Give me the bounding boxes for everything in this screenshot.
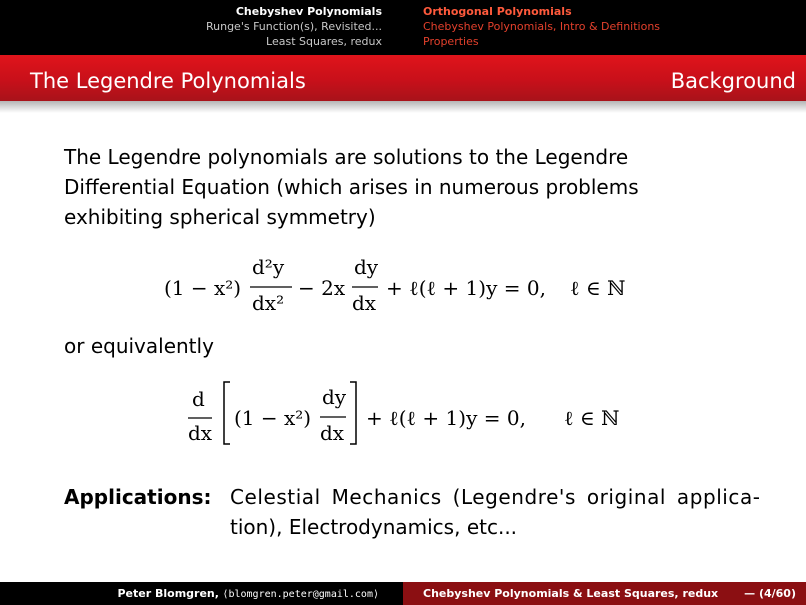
- nav-sections-left: [0, 0, 392, 55]
- intro-line: exhibiting spherical symmetry): [64, 205, 376, 229]
- eq1-numerator-d2y: d²y: [252, 255, 285, 279]
- frame-title: The Legendre Polynomials: [30, 69, 306, 93]
- nav-item-chebyshev-intro[interactable]: Chebyshev Polynomials, Intro & Definitions: [423, 20, 661, 33]
- right-bracket: [350, 382, 356, 444]
- eq1-denominator-dx: dx: [352, 291, 377, 315]
- applications-line: Celestial Mechanics (Legendre's original applica-: [230, 485, 761, 509]
- eq2-numerator-d: d: [192, 387, 205, 411]
- top-navigation-bar: [0, 0, 806, 55]
- page-indicator: — (4/60): [744, 587, 796, 600]
- eq1-coefficient: (1 − x²): [164, 276, 242, 300]
- eq1-tail: + ℓ(ℓ + 1)y = 0,: [386, 276, 546, 300]
- title-bar-shadow: [0, 101, 806, 113]
- eq2-numerator-dy: dy: [322, 385, 347, 409]
- legendre-equation: [164, 248, 664, 320]
- eq1-domain: ℓ ∈ ℕ: [570, 276, 626, 300]
- nav-item-chebyshev-polynomials[interactable]: Chebyshev Polynomials: [235, 5, 382, 18]
- presentation-title[interactable]: Chebyshev Polynomials & Least Squares, redux: [423, 587, 719, 600]
- applications-label: Applications:: [64, 485, 212, 509]
- intro-paragraph: [64, 142, 704, 232]
- eq2-tail: + ℓ(ℓ + 1)y = 0,: [366, 406, 526, 430]
- footer-title-panel: [403, 582, 806, 605]
- applications-line: tion), Electrodynamics, etc...: [230, 515, 518, 539]
- intro-line: Differential Equation (which arises in numerous problems: [64, 175, 639, 199]
- footer-author: [118, 586, 380, 602]
- nav-item-runges-function[interactable]: Runge's Function(s), Revisited...: [205, 20, 382, 33]
- eq1-denominator-dx2: dx²: [252, 291, 285, 315]
- footer-author-panel: [0, 582, 403, 605]
- eq2-denominator-dx: dx: [188, 421, 213, 445]
- nav-item-orthogonal-polynomials[interactable]: Orthogonal Polynomials: [423, 5, 572, 18]
- eq1-minus-2x: − 2x: [298, 276, 346, 300]
- intro-line: The Legendre polynomials are solutions to the Legendre: [64, 145, 629, 169]
- eq1-numerator-dy: dy: [354, 255, 379, 279]
- author-name: Peter Blomgren,: [117, 587, 219, 600]
- applications-text: [230, 482, 761, 542]
- nav-item-properties[interactable]: Properties: [423, 35, 479, 48]
- left-bracket: [224, 382, 230, 444]
- author-email: ⟨blomgren.peter@gmail.com⟩: [222, 589, 379, 600]
- eq2-domain: ℓ ∈ ℕ: [564, 406, 620, 430]
- nav-subsections-right: [403, 0, 806, 55]
- or-equivalently-text: or equivalently: [64, 334, 214, 358]
- eq2-denominator-dx-inner: dx: [320, 421, 345, 445]
- footer-bar: [0, 582, 806, 605]
- eq2-inner-coefficient: (1 − x²): [234, 406, 312, 430]
- legendre-equation-self-adjoint: [186, 378, 646, 450]
- section-title: Background: [670, 69, 796, 93]
- nav-item-least-squares[interactable]: Least Squares, redux: [266, 35, 382, 48]
